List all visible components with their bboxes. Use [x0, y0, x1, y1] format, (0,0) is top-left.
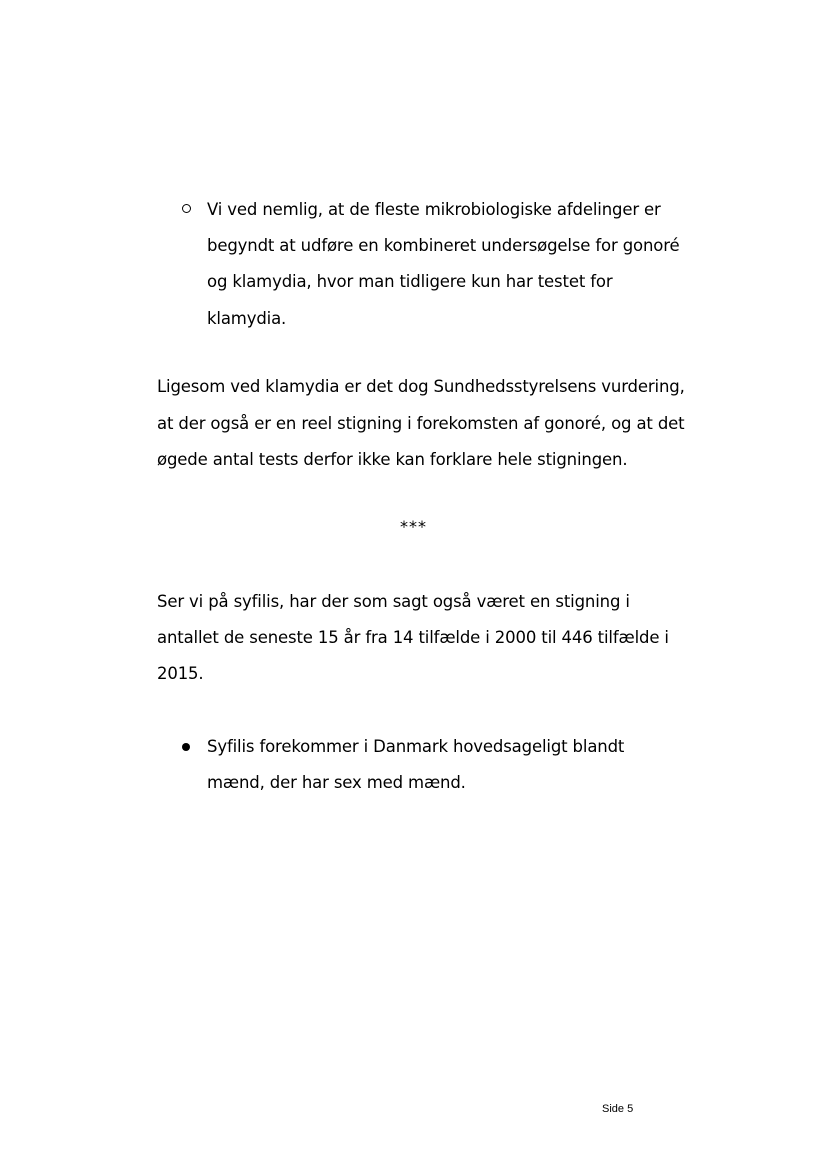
paragraph1-line-2: at der også er en reel stigning i forekomsten af gonoré, og at det	[157, 414, 685, 433]
paragraph1-line-1: Ligesom ved klamydia er det dog Sundhedsstyrelsens vurdering,	[157, 377, 685, 396]
sub-bullet-line-2: begyndt at udføre en kombineret undersøgelse for gonoré	[207, 236, 680, 255]
solid-bullet-icon	[182, 743, 190, 751]
sub-bullet-line-1: Vi ved nemlig, at de fleste mikrobiologiske afdelinger er	[207, 200, 661, 219]
sub-bullet-line-4: klamydia.	[207, 309, 287, 328]
hollow-bullet-icon	[182, 204, 191, 213]
paragraph2-line-2: antallet de seneste 15 år fra 14 tilfælde i 2000 til 446 tilfælde i	[157, 628, 669, 647]
paragraph2-line-1: Ser vi på syfilis, har der som sagt også været en stigning i	[157, 592, 630, 611]
paragraph1-line-3: øgede antal tests derfor ikke kan forklare hele stigningen.	[157, 450, 628, 469]
bullet-line-1: Syfilis forekommer i Danmark hovedsageligt blandt	[207, 737, 625, 756]
bullet-line-2: mænd, der har sex med mænd.	[207, 773, 466, 792]
section-separator: ***	[400, 517, 427, 536]
paragraph2-line-3: 2015.	[157, 664, 204, 683]
page-number: Side 5	[602, 1103, 634, 1115]
sub-bullet-line-3: og klamydia, hvor man tidligere kun har testet for	[207, 272, 613, 291]
